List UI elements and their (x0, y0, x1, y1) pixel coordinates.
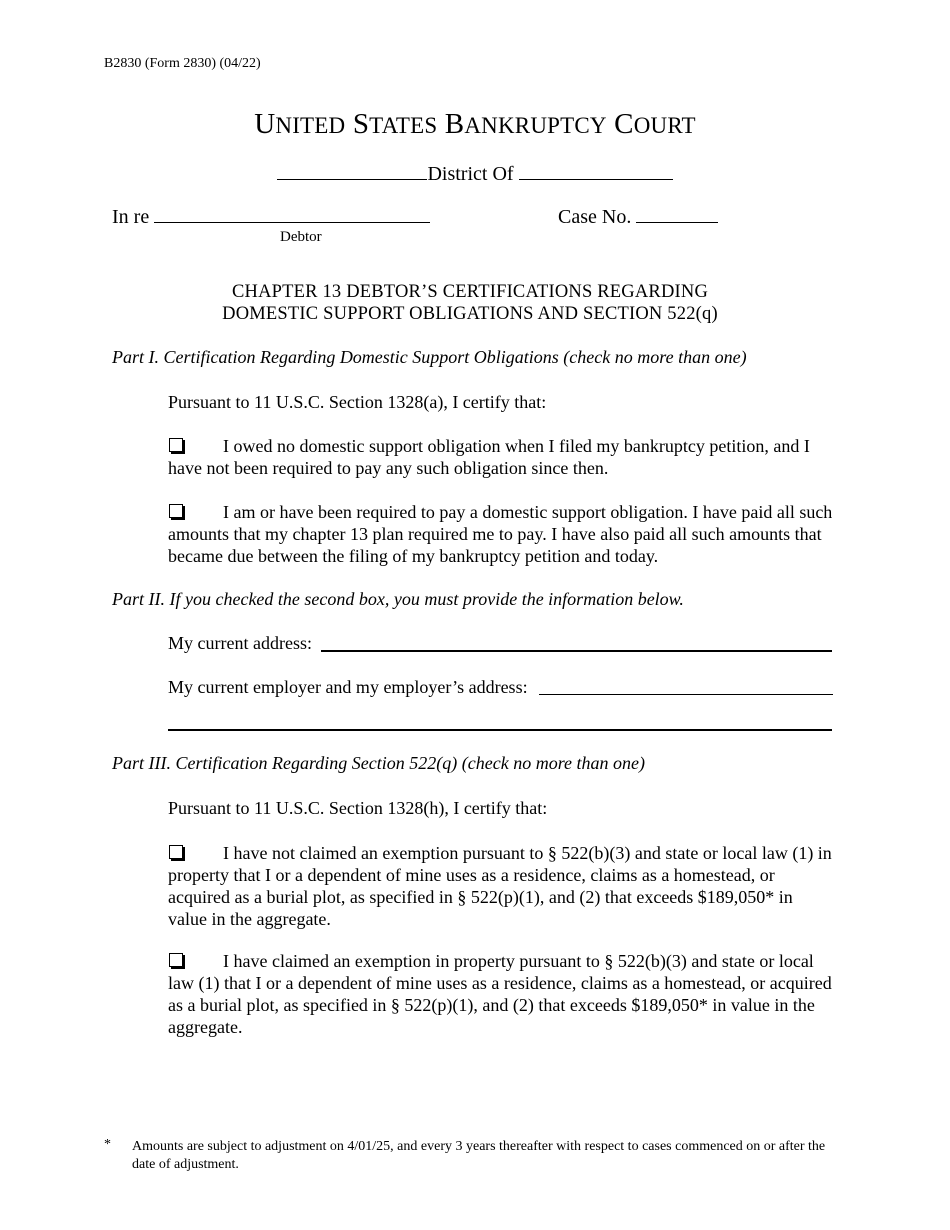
footnote-text: Amounts are subject to adjustment on 4/01/25, and every 3 years thereafter with respect to cases commenced on or after the date of adjustment. (132, 1139, 826, 1172)
part1-option2-text: I am or have been required to pay a domestic support obligation. I have paid all such amounts that my chapter 13 plan required me to pay. I have also paid all such amounts that became due between the filing of my bankruptcy petition and today. (168, 502, 833, 566)
form-heading (0, 281, 940, 325)
debtor-name-field[interactable] (154, 206, 430, 223)
in-re-line (112, 206, 430, 229)
part2-heading: Part II. If you checked the second box, you must provide the information below. (112, 589, 684, 609)
part3-option2-checkbox[interactable] (169, 953, 183, 967)
employer-address-field[interactable] (168, 729, 832, 731)
district-label: District Of (427, 163, 514, 185)
part3-heading: Part III. Certification Regarding Section 522(q) (check no more than one) (112, 753, 646, 773)
employer-label: My current employer and my employer’s address: (168, 677, 528, 697)
part1-option1-checkbox[interactable] (169, 438, 183, 452)
footnote-marker: * (104, 1137, 111, 1152)
debtor-label: Debtor (280, 229, 322, 245)
case-number-field[interactable] (636, 206, 718, 223)
court-title: UNITED STATES BANKRUPTCY COURT (254, 108, 696, 140)
employer-field[interactable] (539, 694, 833, 695)
part3-option2 (168, 950, 836, 1038)
district-prefix-field[interactable] (277, 163, 427, 180)
address-field[interactable] (321, 650, 832, 652)
form-heading-line2: DOMESTIC SUPPORT OBLIGATIONS AND SECTION 522(q) (222, 304, 718, 324)
case-no-label: Case No. (558, 206, 632, 228)
part3-option1 (168, 842, 836, 930)
part1-heading: Part I. Certification Regarding Domestic Support Obligations (check no more than one) (112, 347, 747, 367)
part3-option2-text: I have claimed an exemption in property pursuant to § 522(b)(3) and state or local law (1) that I or a dependent of mine uses as a residence, claims as a homestead, or acquired as a burial plot, as specified in § 522(p)(1), and (2) that exceeds $189,050* in value in the aggregate. (168, 951, 832, 1037)
part1-intro: Pursuant to 11 U.S.C. Section 1328(a), I certify that: (168, 392, 547, 412)
form-code: B2830 (Form 2830) (04/22) (104, 56, 261, 71)
part3-option1-checkbox[interactable] (169, 845, 183, 859)
part1-option2 (168, 501, 836, 567)
form-heading-line1: CHAPTER 13 DEBTOR’S CERTIFICATIONS REGARDING (231, 282, 709, 302)
part1-option2-checkbox[interactable] (169, 504, 183, 518)
case-no-line (558, 206, 718, 229)
part3-option1-text: I have not claimed an exemption pursuant to § 522(b)(3) and state or local law (1) in property that I or a dependent of mine uses as a residence, claims as a homestead, or acquired as a burial plot, as specified in § 522(p)(1), and (2) that exceeds $189,050* in value in the aggregate. (168, 843, 832, 929)
part1-option1-text: I owed no domestic support obligation when I filed my bankruptcy petition, and I have not been required to pay any such obligation since then. (168, 436, 810, 478)
address-label: My current address: (168, 633, 312, 653)
district-line (0, 163, 950, 186)
part3-intro: Pursuant to 11 U.S.C. Section 1328(h), I certify that: (168, 798, 548, 818)
in-re-label: In re (112, 206, 150, 228)
district-name-field[interactable] (519, 163, 673, 180)
part1-option1 (168, 435, 836, 479)
